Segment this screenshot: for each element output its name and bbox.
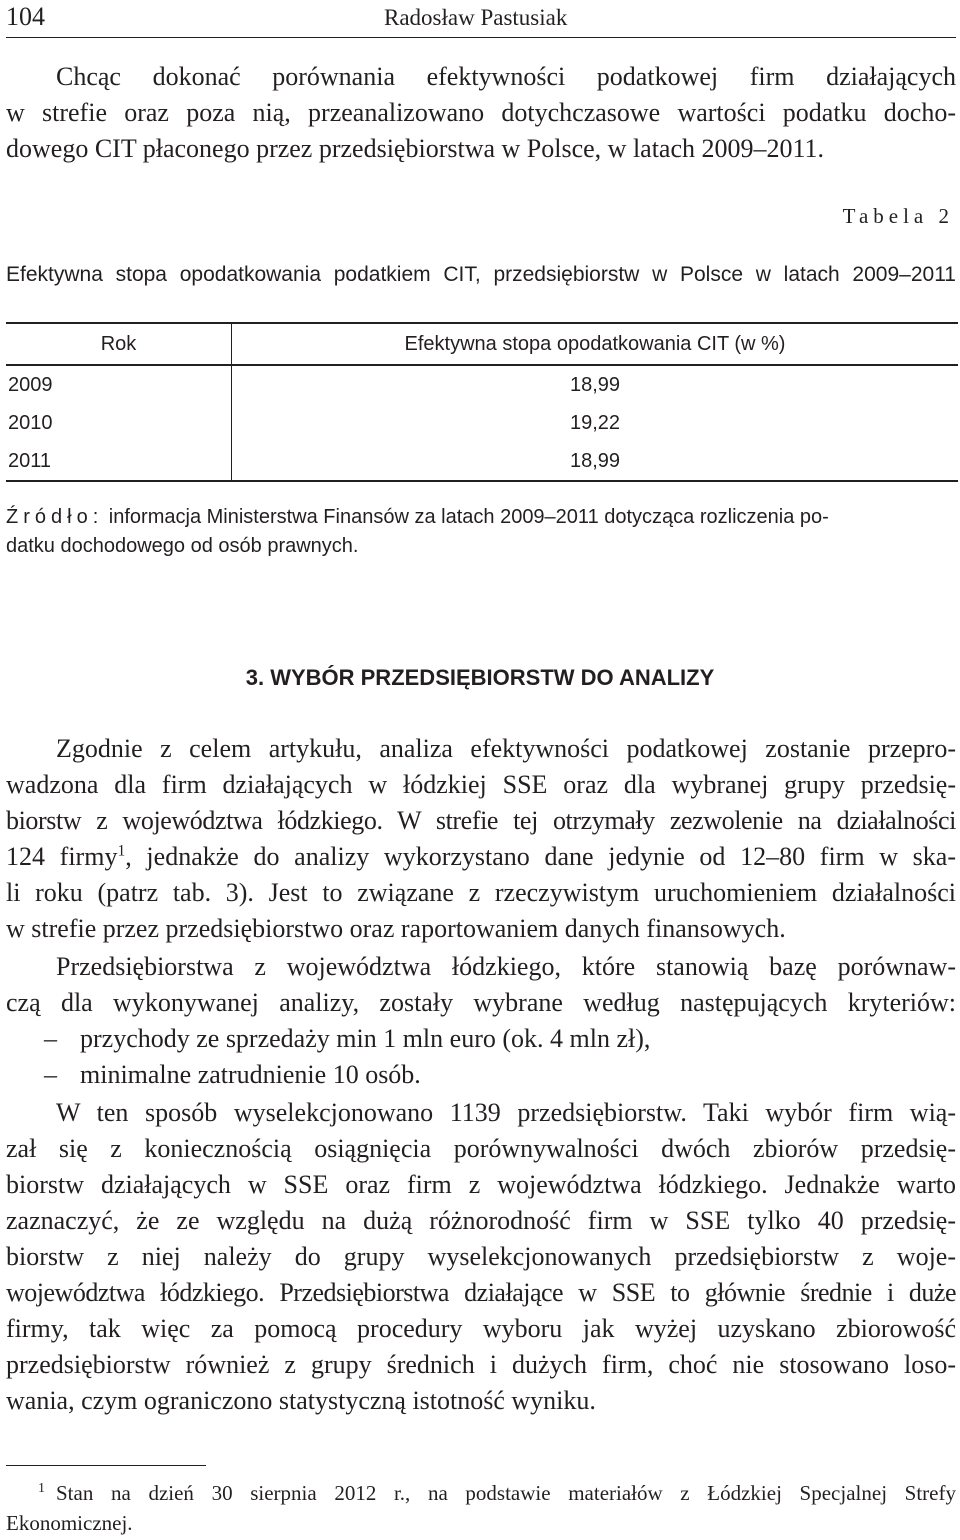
table-source-line-1 [6,503,956,532]
footnote-rule [6,1465,206,1466]
dash-bullet: – [44,1060,57,1089]
para3-line-5: biorstw z niej należy do grupy wyselekcjonowanych przedsiębiorstw z woje- [6,1242,956,1271]
para3-line-6: województwa łódzkiego. Przedsiębiorstwa działające w SSE to głównie średnie i duże [6,1278,956,1307]
table-title: Efektywna stopa opodatkowania podatkiem CIT, przedsiębiorstw w Polsce w latach 2009–2011 [6,263,956,286]
tax-rate-table [6,322,958,482]
table-source-line-2: datku dochodowego od osób prawnych. [6,535,359,557]
para2-line-1: Przedsiębiorstwa z województwa łódzkiego, które stanowią bazę porównaw- [56,952,956,981]
table-row [6,404,958,442]
para1-line-1: Zgodnie z celem artykułu, analiza efektywności podatkowej zostanie przepro- [56,734,956,763]
para3-line-1: W ten sposób wyselekcjonowano 1139 przedsiębiorstw. Taki wybór firm wią- [56,1098,956,1127]
intro-line-2: w strefie oraz poza nią, przeanalizowano dotychczasowe wartości podatku docho- [6,98,956,127]
para3-line-8: przedsiębiorstw również z grupy średnich i dużych firm, choć nie stosowano loso- [6,1350,956,1379]
header-rule [6,37,956,38]
intro-line-3: dowego CIT płaconego przez przedsiębiorstwa w Polsce, w latach 2009–2011. [6,134,825,163]
source-text: informacja Ministerstwa Finansów za latach 2009–2011 dotycząca rozliczenia po- [103,506,829,528]
para1-line-5: li roku (patrz tab. 3). Jest to związane z rzeczywistym uruchomieniem działalności [6,878,956,907]
table-row [6,365,958,404]
para3-line-4: zaznaczyć, że ze względu na dużą różnorodność firm w SSE tylko 40 przedsię- [6,1206,956,1235]
table-row [6,442,958,481]
para3-line-3: biorstw działających w SSE oraz firm z województwa łódzkiego. Jednakże warto [6,1170,956,1199]
footnote-number: 1 [38,1481,45,1496]
criteria-item [6,1022,956,1056]
column-header-rate: Efektywna stopa opodatkowania CIT (w %) [232,323,959,365]
dash-bullet: – [44,1024,57,1053]
para3-line-7: firmy, tak więc za pomocą procedury wyboru jak wyżej uzyskano zbiorowość [6,1314,956,1343]
table-header-row [6,323,958,365]
para3-line-2: zał się z koniecznością osiągnięcia porównywalności dwóch zbiorów przedsię- [6,1134,956,1163]
running-header-author: Radosław Pastusiak [384,5,568,30]
para1-line-6: w strefie przez przedsiębiorstwo oraz raportowaniem danych finansowych. [6,914,786,943]
cell-rate: 18,99 [232,442,959,481]
para1-line-3: biorstw z województwa łódzkiego. W strefie tej otrzymały zezwolenie na działalności [6,806,956,835]
cell-year: 2009 [6,365,232,404]
footnote-line-1 [6,1478,956,1508]
criteria-item [6,1058,956,1092]
para2-line-2: czą dla wykonywanej analizy, zostały wybrane według następujących kryteriów: [6,988,956,1017]
criteria-text: przychody ze sprzedaży min 1 mln euro (ok. 4 mln zł), [80,1024,651,1053]
table-label: Tabela 2 [842,204,954,228]
column-header-year: Rok [6,323,232,365]
para1-line-4-end: , jednakże do analizy wykorzystano dane jedynie od 12–80 firm w ska- [125,842,956,871]
source-label: Źródło: [6,506,104,528]
footnote-text: Stan na dzień 30 sierpnia 2012 r., na podstawie materiałów z Łódzkiej Specjalnej Strefy [56,1481,956,1505]
footnote-line-2: Ekonomicznej. [6,1511,133,1535]
footnote-ref[interactable]: 1 [117,842,126,860]
criteria-text: minimalne zatrudnienie 10 osób. [80,1060,421,1089]
page-number: 104 [6,2,45,31]
cell-year: 2011 [6,442,232,481]
cell-rate: 18,99 [569,373,621,396]
cell-year: 2010 [6,404,232,442]
para1-line-4-start: 124 firmy [6,842,118,871]
cell-rate: 19,22 [569,411,621,434]
para3-line-9: wania, czym ograniczono statystyczną istotność wyniku. [6,1386,596,1415]
intro-line-1: Chcąc dokonać porównania efektywności podatkowej firm działających [56,62,956,91]
para1-line-2: wadzona dla firm działających w łódzkiej SSE oraz dla wybranej grupy przedsię- [6,770,956,799]
para1-line-4 [6,840,956,874]
section-heading: 3. WYBÓR PRZEDSIĘBIORSTW DO ANALIZY [245,665,715,690]
